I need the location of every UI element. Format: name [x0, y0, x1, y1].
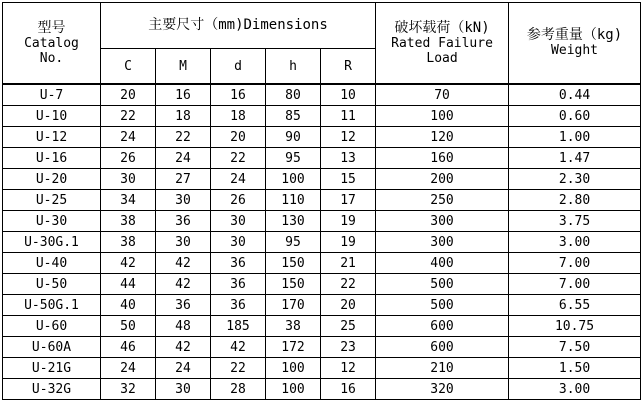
- dim-h-cell: 100: [266, 169, 321, 190]
- table-body: [3, 84, 641, 400]
- dim-r-cell: 13: [321, 148, 376, 169]
- failure-load-cell: 400: [376, 253, 509, 274]
- failure-load-cell: 100: [376, 106, 509, 127]
- table-row: [3, 84, 641, 106]
- table-row: [3, 358, 641, 379]
- dim-r-cell: 15: [321, 169, 376, 190]
- catalog-no-cell: U-40: [3, 253, 101, 274]
- weight-header-en: Weight: [551, 43, 599, 58]
- dim-c-cell: 30: [101, 169, 156, 190]
- dim-m-cell: 30: [156, 190, 211, 211]
- catalog-no-cell: U-30G.1: [3, 232, 101, 253]
- dim-h-cell: 80: [266, 84, 321, 106]
- dim-m-cell: 30: [156, 232, 211, 253]
- specification-table: [2, 2, 641, 400]
- table-row: [3, 106, 641, 127]
- dim-c-cell: 38: [101, 232, 156, 253]
- weight-cell: 7.00: [509, 253, 641, 274]
- dim-h-cell: 110: [266, 190, 321, 211]
- dim-r-cell: 25: [321, 316, 376, 337]
- failure-load-cell: 250: [376, 190, 509, 211]
- dim-m-cell: 42: [156, 274, 211, 295]
- dim-d-cell: 30: [211, 211, 266, 232]
- dim-m-cell: 18: [156, 106, 211, 127]
- dim-m-cell: 27: [156, 169, 211, 190]
- catalog-no-cell: U-50G.1: [3, 295, 101, 316]
- dimensions-header-label: 主要尺寸（mm)Dimensions: [148, 17, 328, 33]
- dim-r-cell: 19: [321, 211, 376, 232]
- weight-cell: 1.00: [509, 127, 641, 148]
- weight-cell: 7.50: [509, 337, 641, 358]
- dim-d-cell: 36: [211, 253, 266, 274]
- dim-c-cell: 44: [101, 274, 156, 295]
- dim-header-h: h: [266, 49, 321, 85]
- dim-r-cell: 12: [321, 127, 376, 148]
- catalog-no-cell: U-32G: [3, 379, 101, 400]
- dim-r-cell: 22: [321, 274, 376, 295]
- failure-load-header-cn: 破坏载荷（kN): [394, 19, 490, 36]
- catalog-header: [3, 3, 101, 85]
- dim-h-cell: 130: [266, 211, 321, 232]
- weight-cell: 10.75: [509, 316, 641, 337]
- failure-load-cell: 500: [376, 274, 509, 295]
- table-row: [3, 169, 641, 190]
- dim-d-cell: 28: [211, 379, 266, 400]
- dim-c-cell: 22: [101, 106, 156, 127]
- failure-load-cell: 600: [376, 316, 509, 337]
- table-row: [3, 148, 641, 169]
- dim-r-cell: 23: [321, 337, 376, 358]
- dim-d-cell: 22: [211, 148, 266, 169]
- catalog-no-cell: U-60A: [3, 337, 101, 358]
- failure-load-cell: 500: [376, 295, 509, 316]
- dim-h-cell: 38: [266, 316, 321, 337]
- dim-d-cell: 36: [211, 274, 266, 295]
- dim-m-cell: 30: [156, 379, 211, 400]
- table-row: [3, 253, 641, 274]
- failure-load-cell: 210: [376, 358, 509, 379]
- dim-header-r: R: [321, 49, 376, 85]
- weight-cell: 6.55: [509, 295, 641, 316]
- dimensions-header: [101, 3, 376, 49]
- dim-c-cell: 20: [101, 84, 156, 106]
- dim-d-cell: 18: [211, 106, 266, 127]
- table-row: [3, 211, 641, 232]
- dim-d-cell: 16: [211, 84, 266, 106]
- weight-cell: 1.47: [509, 148, 641, 169]
- dim-d-cell: 185: [211, 316, 266, 337]
- dim-r-cell: 17: [321, 190, 376, 211]
- dim-m-cell: 48: [156, 316, 211, 337]
- dim-c-cell: 38: [101, 211, 156, 232]
- weight-cell: 7.00: [509, 274, 641, 295]
- failure-load-cell: 120: [376, 127, 509, 148]
- dim-h-cell: 95: [266, 148, 321, 169]
- table-row: [3, 190, 641, 211]
- failure-load-cell: 300: [376, 232, 509, 253]
- weight-cell: 2.80: [509, 190, 641, 211]
- dim-m-cell: 24: [156, 358, 211, 379]
- catalog-header-cn: 型号: [37, 19, 66, 36]
- weight-cell: 2.30: [509, 169, 641, 190]
- dim-m-cell: 24: [156, 148, 211, 169]
- failure-load-cell: 70: [376, 84, 509, 106]
- dim-d-cell: 36: [211, 295, 266, 316]
- catalog-no-cell: U-50: [3, 274, 101, 295]
- table-row: [3, 274, 641, 295]
- dim-h-cell: 172: [266, 337, 321, 358]
- dim-d-cell: 20: [211, 127, 266, 148]
- dim-m-cell: 42: [156, 253, 211, 274]
- weight-header-cn: 参考重量（kg): [526, 27, 623, 43]
- failure-load-cell: 200: [376, 169, 509, 190]
- weight-cell: 0.60: [509, 106, 641, 127]
- weight-cell: 3.00: [509, 379, 641, 400]
- table-row: [3, 316, 641, 337]
- table-header: [3, 3, 641, 85]
- dim-m-cell: 16: [156, 84, 211, 106]
- catalog-no-cell: U-16: [3, 148, 101, 169]
- dim-h-cell: 85: [266, 106, 321, 127]
- catalog-no-cell: U-21G: [3, 358, 101, 379]
- table-row: [3, 379, 641, 400]
- failure-load-cell: 320: [376, 379, 509, 400]
- weight-header: [509, 3, 641, 85]
- catalog-no-cell: U-60: [3, 316, 101, 337]
- weight-cell: 3.00: [509, 232, 641, 253]
- weight-cell: 3.75: [509, 211, 641, 232]
- table-row: [3, 295, 641, 316]
- dim-m-cell: 22: [156, 127, 211, 148]
- dim-c-cell: 26: [101, 148, 156, 169]
- dim-h-cell: 95: [266, 232, 321, 253]
- dim-h-cell: 100: [266, 379, 321, 400]
- dim-c-cell: 42: [101, 253, 156, 274]
- dim-d-cell: 30: [211, 232, 266, 253]
- catalog-no-cell: U-7: [3, 84, 101, 106]
- dim-d-cell: 24: [211, 169, 266, 190]
- dim-r-cell: 11: [321, 106, 376, 127]
- table-row: [3, 337, 641, 358]
- dim-c-cell: 24: [101, 127, 156, 148]
- catalog-no-cell: U-20: [3, 169, 101, 190]
- dim-h-cell: 170: [266, 295, 321, 316]
- dim-c-cell: 34: [101, 190, 156, 211]
- failure-load-cell: 300: [376, 211, 509, 232]
- catalog-no-cell: U-10: [3, 106, 101, 127]
- dim-r-cell: 16: [321, 379, 376, 400]
- dim-c-cell: 24: [101, 358, 156, 379]
- dim-r-cell: 19: [321, 232, 376, 253]
- dim-m-cell: 42: [156, 337, 211, 358]
- dim-d-cell: 26: [211, 190, 266, 211]
- dim-d-cell: 42: [211, 337, 266, 358]
- dim-h-cell: 150: [266, 253, 321, 274]
- catalog-header-en: Catalog No.: [24, 35, 79, 66]
- catalog-no-cell: U-12: [3, 127, 101, 148]
- weight-cell: 0.44: [509, 84, 641, 106]
- dim-c-cell: 32: [101, 379, 156, 400]
- dim-r-cell: 20: [321, 295, 376, 316]
- dim-c-cell: 40: [101, 295, 156, 316]
- failure-load-cell: 600: [376, 337, 509, 358]
- dim-m-cell: 36: [156, 211, 211, 232]
- dim-r-cell: 21: [321, 253, 376, 274]
- dim-d-cell: 22: [211, 358, 266, 379]
- table-row: [3, 127, 641, 148]
- dim-header-m: M: [156, 49, 211, 85]
- dim-h-cell: 150: [266, 274, 321, 295]
- table-row: [3, 232, 641, 253]
- dim-c-cell: 46: [101, 337, 156, 358]
- catalog-no-cell: U-30: [3, 211, 101, 232]
- catalog-no-cell: U-25: [3, 190, 101, 211]
- dim-header-c: C: [101, 49, 156, 85]
- failure-load-header: [376, 3, 509, 85]
- failure-load-cell: 160: [376, 148, 509, 169]
- dim-h-cell: 100: [266, 358, 321, 379]
- dim-r-cell: 12: [321, 358, 376, 379]
- dim-c-cell: 50: [101, 316, 156, 337]
- dim-header-d: d: [211, 49, 266, 85]
- dim-m-cell: 36: [156, 295, 211, 316]
- dim-r-cell: 10: [321, 84, 376, 106]
- dim-h-cell: 90: [266, 127, 321, 148]
- weight-cell: 1.50: [509, 358, 641, 379]
- failure-load-header-en: Rated Failure Load: [391, 35, 493, 66]
- header-row-top: [3, 3, 641, 49]
